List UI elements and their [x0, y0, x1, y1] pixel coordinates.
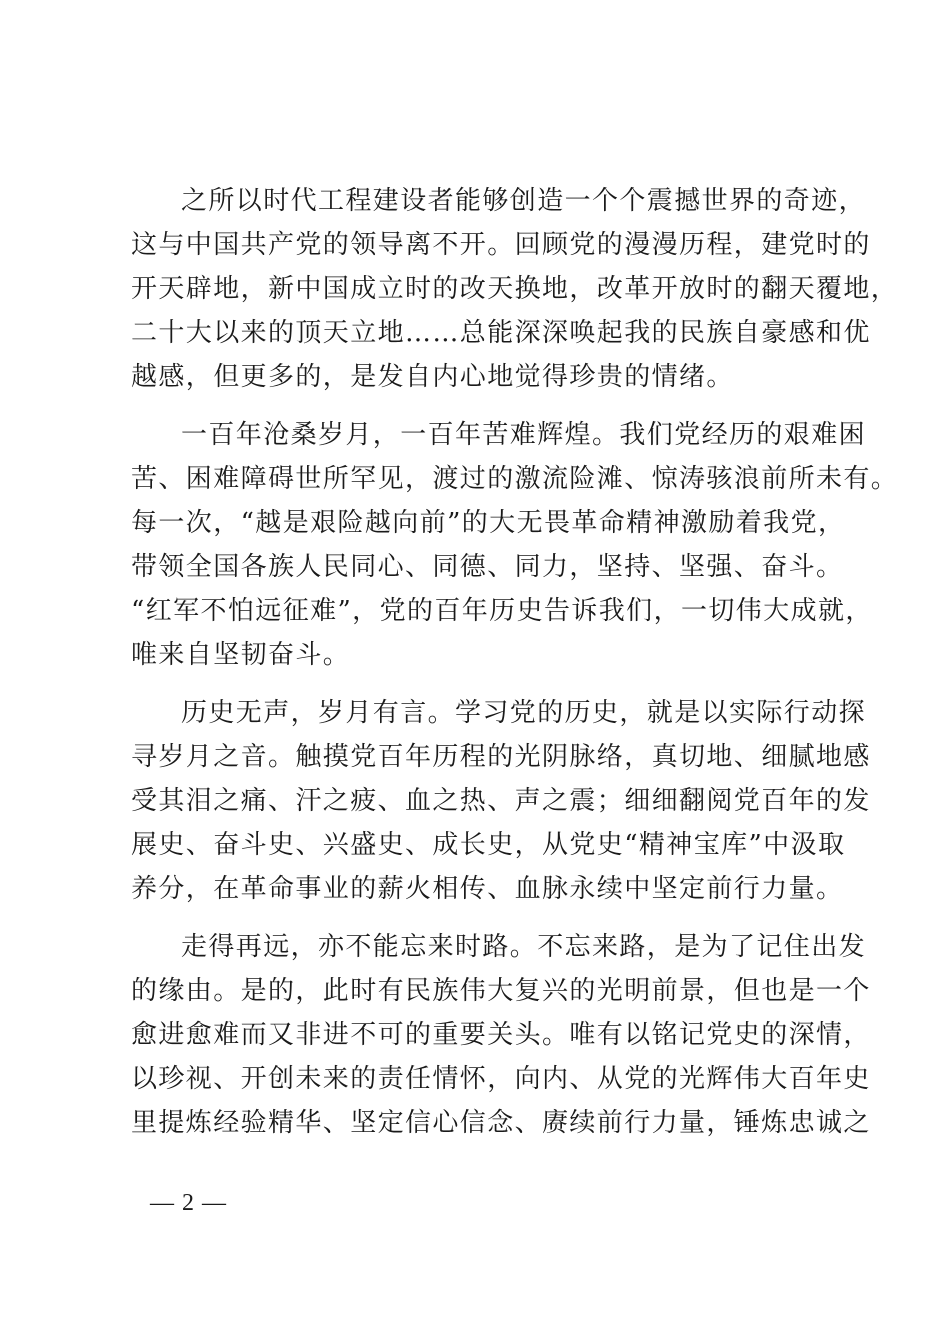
text-line: 一百年沧桑岁月，一百年苦难辉煌。我们党经历的艰难困 [181, 420, 867, 450]
text-line: 以珍视、开创未来的责任情怀，向内、从党的光辉伟大百年史 [131, 1064, 871, 1094]
text-line: 的缘由。是的，此时有民族伟大复兴的光明前景，但也是一个 [131, 976, 871, 1006]
body-text [131, 179, 899, 1145]
page-number: — 2 — [150, 1190, 227, 1216]
paragraph-1 [131, 179, 899, 399]
text-line: 这与中国共产党的领导离不开。回顾党的漫漫历程，建党时的 [131, 230, 871, 260]
paragraph-3 [131, 691, 871, 911]
text-line: 受其泪之痛、汗之疲、血之热、声之震；细细翻阅党百年的发 [131, 786, 871, 816]
text-line: 里提炼经验精华、坚定信心信念、赓续前行力量，锤炼忠诚之 [131, 1108, 871, 1138]
text-line: 开天辟地，新中国成立时的改天换地，改革开放时的翻天覆地， [131, 274, 899, 304]
text-line: 每一次，“越是艰险越向前”的大无畏革命精神激励着我党， [131, 508, 846, 538]
text-line: 苦、困难障碍世所罕见，渡过的激流险滩、惊涛骇浪前所未有。 [131, 464, 899, 494]
paragraph-2 [131, 413, 899, 677]
text-line: “红军不怕远征难”，党的百年历史告诉我们，一切伟大成就， [131, 596, 873, 626]
paragraph-4 [131, 925, 871, 1145]
text-line: 唯来自坚韧奋斗。 [131, 640, 351, 670]
text-line: 养分，在革命事业的薪火相传、血脉永续中坚定前行力量。 [131, 874, 844, 904]
text-line: 寻岁月之音。触摸党百年历程的光阴脉络，真切地、细腻地感 [131, 742, 871, 772]
text-line: 二十大以来的顶天立地……总能深深唤起我的民族自豪感和优 [131, 318, 871, 348]
text-line: 之所以时代工程建设者能够创造一个个震撼世界的奇迹， [181, 186, 867, 216]
text-line: 走得再远，亦不能忘来时路。不忘来路，是为了记住出发 [181, 932, 867, 962]
text-line: 历史无声，岁月有言。学习党的历史，就是以实际行动探 [181, 698, 867, 728]
text-line: 越感，但更多的，是发自内心地觉得珍贵的情绪。 [131, 362, 734, 392]
text-line: 展史、奋斗史、兴盛史、成长史，从党史“精神宝库”中汲取 [131, 830, 846, 860]
text-line: 带领全国各族人民同心、同德、同力，坚持、坚强、奋斗。 [131, 552, 844, 582]
text-line: 愈进愈难而又非进不可的重要关头。唯有以铭记党史的深情， [131, 1020, 871, 1050]
